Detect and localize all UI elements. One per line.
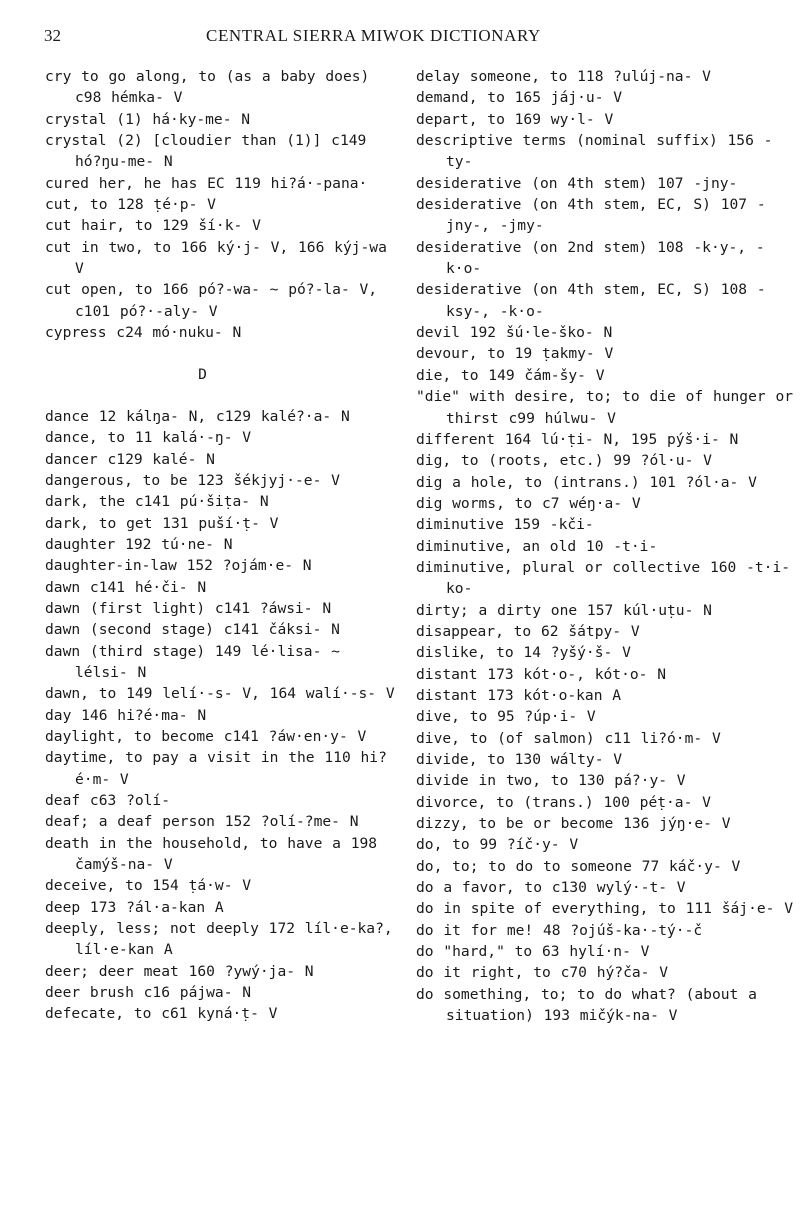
- right-column: [416, 66, 798, 1026]
- dictionary-entry: dislike, to 14 ?yšý·š- V: [416, 644, 631, 662]
- dictionary-entry: dance, to 11 kalá·-ŋ- V: [45, 429, 252, 447]
- dictionary-entry: deaf c63 ?olí-: [45, 792, 171, 809]
- dictionary-entry: demand, to 165 jáj·u- V: [416, 89, 623, 107]
- dictionary-entry: disappear, to 62 šátpy- V: [416, 622, 640, 640]
- dictionary-entry: dawn (third stage) 149 lé·lisa- ~ lélsi- N: [45, 642, 340, 681]
- section-letter-heading: D: [198, 366, 207, 384]
- page-header: [0, 26, 804, 50]
- dictionary-entry: divorce, to (trans.) 100 péṭ·a- V: [416, 793, 711, 811]
- dictionary-entry: death in the household, to have a 198 čamýš-na- V: [45, 834, 378, 874]
- dictionary-entry: descriptive terms (nominal suffix) 156 -ty-: [416, 132, 773, 171]
- dictionary-entry: different 164 lú·ṭi- N, 195 pýš·i- N: [416, 430, 739, 448]
- dictionary-entry: cured her, he has EC 119 hi?á·-pana·: [45, 174, 368, 192]
- dictionary-entry: do something, to; to do what? (about a situation) 193 mičýk-na- V: [416, 985, 757, 1025]
- dictionary-entry: distant 173 kót·o-, kót·o- N: [416, 665, 667, 683]
- dictionary-entry: deaf; a deaf person 152 ?olí-?me- N: [45, 813, 359, 831]
- dictionary-entry: dig, to (roots, etc.) 99 ?ól·u- V: [416, 452, 712, 470]
- dictionary-entry: deeply, less; not deeply 172 líl·e-ka?, líl·e-kan A: [45, 920, 393, 959]
- dictionary-entry: diminutive, an old 10 -t·i-: [416, 537, 658, 555]
- dictionary-entry: crystal (2) [cloudier than (1)] c149 hó?ŋu-me- N: [45, 132, 367, 171]
- page-number: 32: [44, 26, 61, 45]
- dictionary-entry: do it for me! 48 ?ojúš-ka·-tý·-č: [416, 921, 703, 939]
- dictionary-entry: desiderative (on 4th stem, EC, S) 107 -jny-, -jmy-: [416, 196, 766, 235]
- dictionary-entry: dive, to (of salmon) c11 li?ó·m- V: [416, 729, 721, 747]
- dictionary-entry: diminutive, plural or collective 160 -t·i-ko-: [416, 558, 791, 598]
- dictionary-entry: dark, to get 131 puší·ṭ- V: [45, 514, 279, 532]
- dictionary-entry: do it right, to c70 hý?ča- V: [416, 964, 669, 982]
- dictionary-entry: desiderative (on 4th stem) 107 -jny-: [416, 174, 738, 192]
- dictionary-entry: deer brush c16 pájwa- N: [45, 984, 252, 1002]
- dictionary-entry: cut, to 128 ṭé·p- V: [45, 196, 216, 214]
- dictionary-entry: defecate, to c61 kyná·ṭ- V: [45, 1005, 278, 1023]
- dictionary-entry: dawn, to 149 lelí·-s- V, 164 walí·-s- V: [45, 685, 395, 703]
- dictionary-entry: desiderative (on 4th stem, EC, S) 108 -ksy-, -k·o-: [416, 281, 766, 320]
- dictionary-entry: dig a hole, to (intrans.) 101 ?ól·a- V: [416, 473, 757, 491]
- dictionary-entry: do, to 99 ?íč·y- V: [416, 836, 579, 854]
- dictionary-entry: do, to; to do to someone 77 káč·y- V: [416, 857, 741, 875]
- dictionary-entry: daytime, to pay a visit in the 110 hi?é·m- V: [45, 749, 387, 788]
- dictionary-entry: cut open, to 166 pó?-wa- ~ pó?-la- V, c101 pó?·-aly- V: [45, 281, 378, 320]
- dictionary-entry: cry to go along, to (as a baby does) c98 hémka- V: [45, 68, 370, 107]
- dictionary-entry: dawn (first light) c141 ?áwsi- N: [45, 599, 332, 617]
- dictionary-entry: cut in two, to 166 ký·j- V, 166 kýj-wa V: [45, 238, 387, 278]
- left-column: [45, 66, 400, 1025]
- dictionary-entry: distant 173 kót·o-kan A: [416, 686, 622, 704]
- dictionary-entry: dig worms, to c7 wéŋ·a- V: [416, 494, 641, 512]
- dictionary-entry: deceive, to 154 ṭá·w- V: [45, 877, 252, 895]
- dictionary-entry: depart, to 169 wy·l- V: [416, 110, 614, 128]
- dictionary-entry: delay someone, to 118 ?ulúj-na- V: [416, 68, 711, 85]
- dictionary-entry: dangerous, to be 123 šékjyj·-e- V: [45, 471, 340, 489]
- dictionary-entry: do in spite of everything, to 111 šáj·e- V: [416, 900, 794, 918]
- dictionary-entry: daylight, to become c141 ?áw·en·y- V: [45, 727, 367, 745]
- dictionary-entry: cypress c24 mó·nuku- N: [45, 324, 242, 342]
- running-title: CENTRAL SIERRA MIWOK DICTIONARY: [206, 26, 541, 45]
- dictionary-entry: dizzy, to be or become 136 jýŋ·e- V: [416, 815, 731, 833]
- dictionary-entry: deep 173 ?ál·a-kan A: [45, 898, 224, 916]
- dictionary-entry: day 146 hi?é·ma- N: [45, 706, 207, 724]
- dictionary-entry: deer; deer meat 160 ?ywý·ja- N: [45, 962, 314, 980]
- dictionary-entry: cut hair, to 129 ší·k- V: [45, 217, 261, 235]
- dictionary-entry: devour, to 19 ṭakmy- V: [416, 345, 614, 363]
- dictionary-entry: dirty; a dirty one 157 kúl·uṭu- N: [416, 601, 712, 619]
- dictionary-entry: dark, the c141 pú·šiṭa- N: [45, 493, 269, 511]
- dictionary-entry: divide, to 130 wálty- V: [416, 751, 623, 768]
- dictionary-entry: divide in two, to 130 pá?·y- V: [416, 772, 686, 790]
- dictionary-entry: dance 12 kálŋa- N, c129 kalé?·a- N: [45, 407, 350, 425]
- dictionary-entry: crystal (1) há·ky-me- N: [45, 110, 251, 128]
- dictionary-entry: die, to 149 čám-šy- V: [416, 366, 605, 384]
- dictionary-entry: devil 192 šú·le-ško- N: [416, 324, 613, 342]
- dictionary-entry: dawn c141 hé·či- N: [45, 578, 207, 596]
- dictionary-entry: daughter 192 tú·ne- N: [45, 535, 233, 553]
- dictionary-entry: dive, to 95 ?úp·i- V: [416, 708, 596, 726]
- dictionary-entry: diminutive 159 -kči-: [416, 516, 594, 534]
- dictionary-entry: desiderative (on 2nd stem) 108 -k·y-, -k·o-: [416, 238, 765, 278]
- dictionary-entry: "die" with desire, to; to die of hunger or thirst c99 húlwu- V: [416, 388, 794, 427]
- dictionary-entry: dawn (second stage) c141 čáksi- N: [45, 621, 340, 639]
- dictionary-entry: dancer c129 kalé- N: [45, 450, 215, 468]
- dictionary-entry: do "hard," to 63 hylí·n- V: [416, 943, 650, 961]
- dictionary-entry: do a favor, to c130 wylý·-t- V: [416, 879, 686, 897]
- dictionary-entry: daughter-in-law 152 ?ojám·e- N: [45, 557, 312, 575]
